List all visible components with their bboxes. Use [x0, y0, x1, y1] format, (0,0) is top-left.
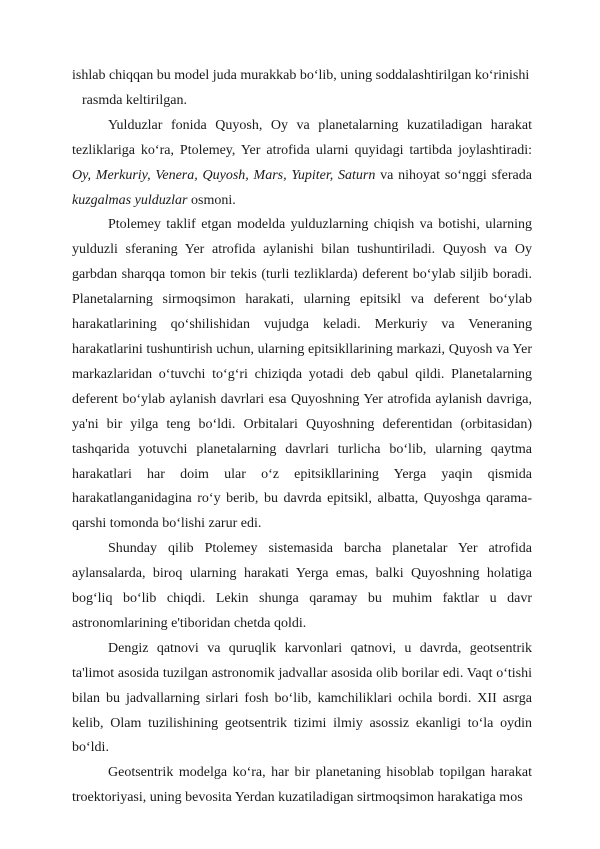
paragraph-navigation: Dengiz qatnovi va quruqlik karvonlari qatnovi, u davrda, geotsentrik ta'limot asosida tuzilgan astronomik jadvallar asosida olib borilar edi. Vaqt oʻtishi bilan bu jadvallarning sirlari fosh boʻlib, kamchiliklari ochila bordi. XII asrga kelib, Olam tuzilishining geotsentrik tizimi ilmiy asossiz ekanligi toʻla oydin boʻldi.: [72, 640, 532, 756]
italic-fixed-stars: kuzgalmas yulduzlar: [72, 192, 188, 208]
paragraph-ptolemy-system: Shunday qilib Ptolemey sistemasida barcha planetalar Yer atrofida aylansalarda, biroq ularning harakati Yerga emas, balki Quyoshning holatiga bogʻliq boʻlib chiqdi. Lekin shunga qaramay bu muhim faktlar u davr astronomlarining e'tiboridan chetda qoldi.: [72, 541, 532, 631]
text-line: ishlab chiqqan bu model juda murakkab boʻlib, uning soddalashtirilgan koʻrinishi: [72, 68, 530, 83]
text-run: Yulduzlar fonida Quyosh, Oy va planetalarning kuzatiladigan harakat tezliklariga koʻra, Ptolemey, Yer atrofida ularni quyidagi tartibda joylashtiradi:: [72, 117, 532, 158]
text-line: rasmda keltirilgan.: [82, 92, 187, 108]
paragraph-planet-order: [72, 114, 532, 214]
italic-planet-list: Oy, Merkuriy, Venera, Quyosh, Mars, Yupiter, Saturn: [72, 167, 376, 183]
paragraph-continuation-end: [72, 89, 532, 114]
paragraph-geocentric: Geotsentrik modelga koʻra, har bir planetaning hisoblab topilgan harakat troektoriyasi, uning bevosita Yerdan kuzatiladigan sirtmoqsimon harakatiga mos: [72, 765, 532, 806]
text-run: va nihoyat soʻnggi sferada: [375, 167, 532, 183]
text-run: osmoni.: [187, 192, 236, 208]
paragraph-continuation: [72, 64, 532, 89]
document-page: [72, 64, 532, 811]
paragraph-ptolemy-model: Ptolemey taklif etgan modelda yulduzlarning chiqish va botishi, ularning yulduzli sferaning Yer atrofida aylanishi bilan tushuntiriladi. Quyosh va Oy garbdan sharqqa tomon bir tekis (turli tezliklarda) deferent boʻylab siljib boradi. Planetalarning sirmoqsimon harakati, ularning epitsikl va deferent boʻylab harakatlarining qoʻshilishidan vujudga keladi. Merkuriy va Veneraning harakatlarini tushuntirish uchun, ularning epitsikllarining markazi, Quyosh va Yer markazlaridan oʻtuvchi toʻgʻri chiziqda yotadi deb qabul qildi. Planetalarning deferent boʻylab aylanish davrlari esa Quyoshning Yer atrofida aylanish davriga, ya'ni bir yilga teng boʻldi. Orbitalari Quyoshning deferentidan (orbitasidan) tashqarida yotuvchi planetalarning davrlari turlicha boʻlib, ularning qaytma harakatlari har doim ular oʻz epitsikllarining Yerga yaqin qismida harakatlanganidagina roʻy berib, bu davrda epitsikl, albatta, Quyoshga qarama-qarshi tomonda boʻlishi zarur edi.: [72, 217, 532, 532]
